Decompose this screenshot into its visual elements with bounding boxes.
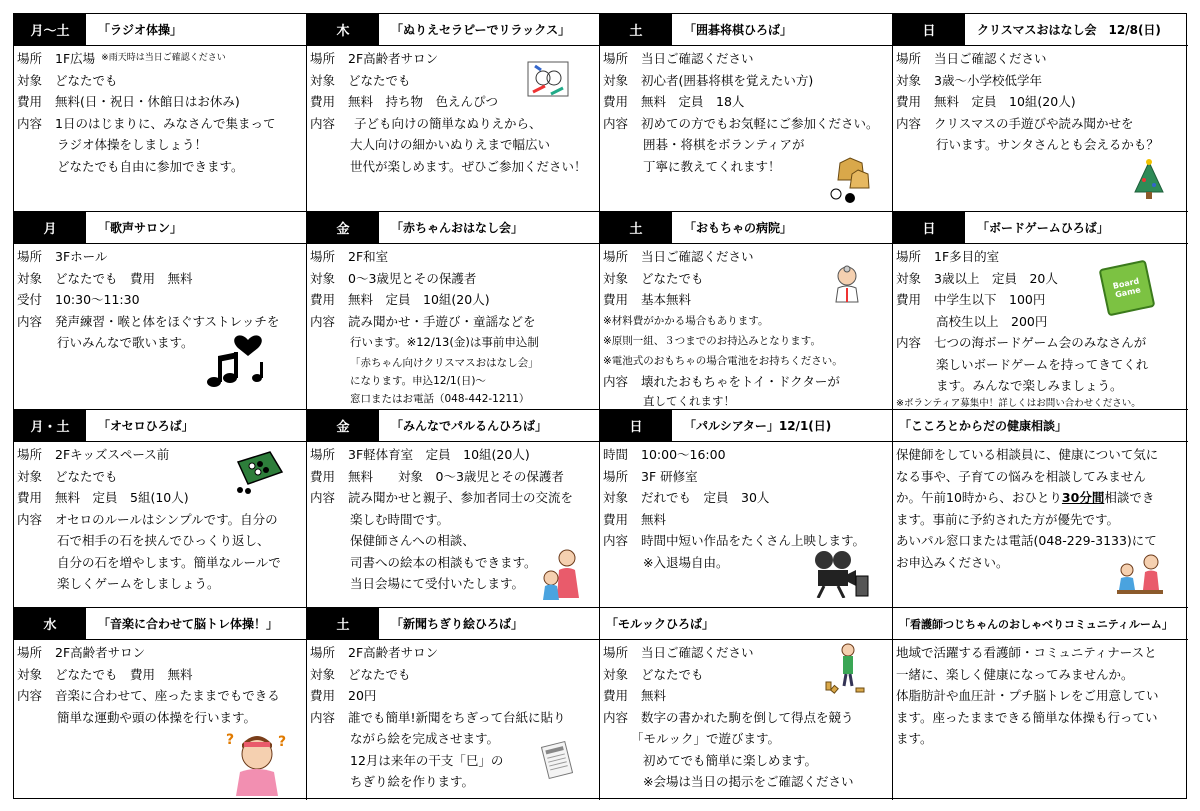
content-line: 楽しいボードゲームを持ってきてくれ: [936, 356, 1149, 372]
label-target: 対象: [17, 72, 43, 88]
content-line: ちぎり絵を作ります。: [350, 774, 475, 789]
coloring-book-icon: [525, 56, 571, 102]
day-badge: 日: [600, 410, 672, 441]
text-line: お申込みください。: [896, 554, 1009, 570]
event-header: [600, 608, 892, 640]
target-value: どなたでも: [641, 270, 704, 286]
event-title: 「看護師つじちゃんのおしゃべりコミュニティルーム」: [899, 617, 1173, 631]
fee-value: 無料 定員 5組(10人): [55, 490, 189, 505]
event-cell-toy-hospital: [600, 212, 893, 410]
fee-value-2: 高校生以上 200円: [936, 313, 1048, 329]
music-notes-icon: [204, 332, 274, 394]
label-content: 内容: [603, 533, 629, 548]
note-line: ※原則一組、３つまでのお持込みとなります。: [603, 334, 821, 347]
day-badge: 金: [307, 212, 379, 243]
text-line: 地域で活躍する看護師・コミュニティナースと: [896, 645, 1157, 660]
content-line: 1日のはじまりに、みなさんで集まって: [55, 115, 276, 131]
event-cell-go-shogi: [600, 14, 893, 212]
note-line: 窓口またはお電話（048-442-1211）: [350, 392, 530, 405]
christmas-tree-icon: [1131, 158, 1167, 202]
othello-board-icon: [230, 446, 286, 494]
event-grid: [13, 13, 1187, 799]
event-header: [14, 212, 306, 244]
reception-value: 10:30～11:30: [55, 292, 140, 307]
event-cell-christmas-story: [893, 14, 1188, 212]
label-fee: 費用: [603, 94, 629, 109]
time-value: 10:00～16:00: [641, 447, 726, 462]
event-cell-nurse-community: [893, 608, 1188, 800]
event-title: 「ぬりえセラピーでリラックス」: [391, 23, 571, 37]
content-line: ※会場は当日の掲示をご確認ください: [643, 774, 854, 789]
content-line: どなたでも自由に参加できます。: [57, 158, 244, 174]
event-title: 「オセロひろば」: [98, 419, 194, 433]
label-content: 内容: [896, 335, 922, 350]
event-header: [893, 212, 1188, 244]
label-place: 場所: [310, 51, 336, 66]
content-line: 簡単な運動や頭の体操を行います。: [57, 709, 257, 725]
place-value: 2F和室: [348, 249, 389, 264]
fee-value: 20円: [348, 688, 377, 703]
content-line: 初めての方でもお気軽にご参加ください。: [641, 115, 879, 131]
label-content: 内容: [310, 709, 336, 725]
event-cell-singing-salon: [14, 212, 307, 410]
doctor-icon: [832, 264, 862, 304]
label-target: 対象: [310, 666, 336, 682]
content-line: 直してくれます！: [643, 394, 735, 408]
content-line: 行います。サンタさんとも会えるかも？: [936, 137, 1159, 152]
place-value: 3F 研修室: [641, 468, 698, 484]
label-fee: 費用: [603, 511, 629, 527]
label-place: 場所: [310, 249, 336, 264]
label-target: 対象: [603, 72, 629, 88]
fee-value: 無料 対象 0～3歳児とその保護者: [348, 468, 564, 484]
fee-value: 中学生以下 100円: [934, 292, 1046, 307]
text-line: あいパル窓口または電話(048-229-3133)にて: [896, 533, 1157, 548]
day-badge: 月・土: [14, 410, 86, 441]
day-badge: 金: [307, 410, 379, 441]
content-line: 子ども向けの簡単なぬりえから、: [354, 115, 542, 131]
content-line: 楽しくゲームをしましょう。: [57, 576, 220, 591]
event-cell-othello: [14, 410, 307, 608]
text-line: ます。座ったままできる簡単な体操も行ってい: [896, 709, 1158, 725]
event-header: [893, 14, 1188, 46]
content-line: ラジオ体操をしましょう！: [57, 137, 208, 152]
day-badge: 木: [307, 14, 379, 45]
event-header: [307, 410, 599, 442]
place-value: 1F多目的室: [934, 249, 1000, 264]
day-badge: 月: [14, 212, 86, 243]
label-target: 対象: [17, 468, 43, 484]
label-fee: 費用: [896, 292, 922, 307]
place-note: ※雨天時は当日ご確認ください: [101, 53, 226, 63]
event-header: [307, 212, 599, 244]
board-game-box-icon: Board Game: [1099, 260, 1156, 317]
label-fee: 費用: [603, 688, 629, 703]
event-title: 「おもちゃの病院」: [684, 221, 793, 235]
content-line: 数字の書かれた駒を倒して得点を競う: [641, 709, 854, 725]
text-line: 一緒に、楽しく健康になってみませんか。: [896, 666, 1134, 682]
content-line: 囲碁・将棋をボランティアが: [643, 137, 805, 152]
consultation-icon: [1115, 550, 1165, 598]
place-value: 当日ご確認ください: [641, 645, 754, 660]
place-value: 2F高齢者サロン: [348, 51, 439, 66]
place-value: 2Fキッズスペース前: [55, 447, 170, 462]
event-header: [600, 410, 892, 442]
fee-value: 無料: [641, 688, 667, 703]
target-value: 初心者(囲碁将棋を覚えたい方): [641, 72, 814, 88]
content-line: 世代が楽しめます。ぜひご参加ください！: [350, 158, 587, 174]
content-line: オセロのルールはシンプルです。自分の: [55, 511, 278, 527]
day-badge: 土: [600, 14, 672, 45]
label-place: 場所: [310, 645, 336, 660]
content-line: 12月は来年の干支「巳」の: [350, 752, 504, 768]
content-line: 当日会場にて受付いたします。: [350, 576, 525, 591]
label-content: 内容: [310, 490, 336, 505]
fee-value: 無料 定員 10組(20人): [934, 94, 1076, 109]
day-badge: 土: [600, 212, 672, 243]
label-content: 内容: [310, 313, 336, 329]
label-content: 内容: [17, 688, 43, 703]
place-value: 当日ご確認ください: [934, 51, 1047, 66]
text-line: ます。事前に予約された方が優先です。: [896, 511, 1120, 527]
label-place: 場所: [310, 447, 336, 462]
event-title: 「ラジオ体操」: [98, 23, 183, 37]
day-badge: 土: [307, 608, 379, 639]
event-header: [14, 14, 306, 46]
label-target: 対象: [603, 666, 629, 682]
label-place: 場所: [896, 249, 922, 264]
place-value: 2F高齢者サロン: [348, 645, 439, 660]
target-value: どなたでも: [348, 666, 411, 682]
content-line: ながら絵を完成させます。: [350, 731, 500, 746]
label-target: 対象: [310, 270, 336, 286]
fee-value: 無料 定員 18人: [641, 94, 745, 109]
fee-value: 無料(日・祝日・休館日はお休み): [55, 94, 240, 109]
event-title: 「パルシアター」12/1(日): [684, 419, 832, 433]
label-target: 対象: [603, 270, 629, 286]
target-value: どなたでも 費用 無料: [55, 666, 193, 682]
event-cell-radio-exercise: [14, 14, 307, 212]
label-place: 場所: [896, 51, 922, 66]
place-value: 2F高齢者サロン: [55, 645, 146, 660]
content-line: 「モルック」で遊びます。: [631, 731, 781, 746]
content-line: 七つの海ボードゲーム会のみなさんが: [934, 335, 1147, 350]
newspaper-icon: [541, 740, 573, 780]
content-line: 音楽に合わせて、座ったままでもできる: [55, 688, 280, 703]
label-place: 場所: [17, 51, 43, 66]
content-line: 壊れたおもちゃをトイ・ドクターが: [641, 373, 840, 389]
place-value: 当日ご確認ください: [641, 249, 754, 264]
target-value: どなたでも: [641, 666, 704, 682]
label-content: 内容: [310, 115, 336, 131]
event-title: 「みんなでパルるんひろば」: [391, 419, 548, 433]
event-title: 「ボードゲームひろば」: [977, 221, 1109, 235]
label-fee: 費用: [17, 94, 43, 109]
event-header: [307, 608, 599, 640]
text-line: 相談でき: [1104, 490, 1155, 505]
text-line: か。午前10時から、おひとり: [896, 490, 1062, 505]
event-title: 「こころとからだの健康相談」: [899, 419, 1068, 433]
place-value: 当日ご確認ください: [641, 51, 754, 66]
event-title: 「歌声サロン」: [98, 221, 183, 235]
target-value: どなたでも 費用 無料: [55, 270, 193, 286]
label-place: 場所: [603, 468, 629, 484]
label-content: 内容: [17, 115, 43, 131]
label-place: 場所: [603, 51, 629, 66]
note-line: ※電池式のおもちゃの場合電池をお持ちください。: [603, 354, 843, 367]
event-header: [600, 14, 892, 46]
target-value: 3歳～小学校低学年: [934, 72, 1042, 88]
duration-highlight: 30分間: [1061, 490, 1105, 505]
label-fee: 費用: [310, 292, 336, 307]
label-content: 内容: [603, 709, 629, 725]
content-line: 丁寧に教えてくれます！: [643, 158, 781, 174]
note-line: になります。申込12/1(日)～: [350, 374, 486, 387]
fee-value: 無料 定員 10組(20人): [348, 292, 490, 307]
fee-value: 無料 持ち物 色えんぴつ: [348, 94, 499, 109]
label-content: 内容: [603, 115, 629, 131]
thinking-person-icon: [224, 726, 290, 796]
label-place: 場所: [603, 249, 629, 264]
content-line: ます。みんなで楽しみましょう。: [936, 378, 1123, 393]
content-line: クリスマスの手遊びや読み聞かせを: [934, 115, 1134, 131]
label-time: 時間: [603, 447, 629, 462]
content-line: 大人向けの細かいぬりえまで幅広い: [350, 137, 551, 152]
event-header: [893, 410, 1188, 442]
content-line: 楽しむ時間です。: [350, 511, 450, 527]
note-line: 「赤ちゃん向けクリスマスおはなし会」: [350, 356, 539, 369]
event-title: 「囲碁将棋ひろば」: [684, 23, 793, 37]
label-target: 対象: [310, 72, 336, 88]
place-value: 1F広場: [55, 51, 96, 66]
event-title: 「音楽に合わせて脳トレ体操！」: [98, 617, 279, 631]
fee-value: 無料: [641, 511, 667, 527]
movie-camera-icon: [810, 548, 870, 598]
note-line: ※材料費がかかる場合もあります。: [603, 314, 769, 327]
day-badge: 水: [14, 608, 86, 639]
content-line: 読み聞かせ・手遊び・童謡などを: [348, 313, 536, 329]
event-title: クリスマスおはなし会 12/8(日): [977, 23, 1161, 37]
event-header: [14, 608, 306, 640]
place-value: 3F軽体育室 定員 10組(20人): [348, 447, 530, 462]
text-line: 体脂肪計や血圧計・プチ脳トレをご用意してい: [896, 688, 1159, 703]
event-header: [14, 410, 306, 442]
event-cell-parurun: [307, 410, 600, 608]
label-target: 対象: [603, 490, 629, 505]
label-fee: 費用: [17, 490, 43, 505]
day-badge: 日: [893, 14, 965, 45]
day-badge: 日: [893, 212, 965, 243]
event-cell-molkky: [600, 608, 893, 800]
fee-value: 基本無料: [641, 292, 692, 307]
content-line: 読み聞かせと親子、参加者同士の交流を: [348, 490, 574, 505]
text-line: ます。: [896, 731, 933, 746]
event-cell-health-consultation: [893, 410, 1188, 608]
svg-text:?: ?: [226, 732, 235, 748]
content-line: 発声練習・喉と体をほぐすストレッチを: [55, 313, 280, 329]
event-cell-coloring-therapy: [307, 14, 600, 212]
target-value: だれでも 定員 30人: [641, 490, 770, 505]
event-cell-baby-story: [307, 212, 600, 410]
content-line: 保健師さんへの相談、: [350, 533, 475, 548]
event-cell-newspaper-art: [307, 608, 600, 800]
event-title: 「赤ちゃんおはなし会」: [391, 221, 524, 235]
content-line: 石で相手の石を挟んでひっくり返し、: [57, 533, 270, 548]
event-header: [893, 608, 1188, 640]
label-target: 対象: [896, 72, 922, 88]
label-target: 対象: [17, 666, 43, 682]
content-line: 誰でも簡単!新聞をちぎって台紙に貼り: [348, 709, 566, 725]
event-title: 「新聞ちぎり絵ひろば」: [391, 617, 524, 631]
target-value: どなたでも: [55, 468, 118, 484]
content-line: 初めてでも簡単に楽しめます。: [643, 752, 818, 768]
label-fee: 費用: [310, 688, 336, 703]
label-fee: 費用: [603, 292, 629, 307]
target-value: どなたでも: [348, 72, 411, 88]
label-place: 場所: [17, 249, 43, 264]
event-cell-board-game: [893, 212, 1188, 410]
event-header: [307, 14, 599, 46]
event-title: 「モルックひろば」: [606, 617, 715, 631]
target-value: 0～3歳児とその保護者: [348, 270, 477, 286]
label-target: 対象: [17, 270, 43, 286]
label-content: 内容: [896, 115, 922, 131]
label-content: 内容: [603, 373, 629, 389]
volunteer-note: ※ボランティア募集中！詳しくはお問い合わせください。: [896, 397, 1141, 409]
place-value: 3Fホール: [55, 249, 108, 264]
svg-text:?: ?: [278, 734, 287, 750]
content-line: 司書への絵本の相談もできます。: [350, 554, 537, 570]
go-shogi-pieces-icon: [828, 154, 872, 204]
event-cell-brain-training: [14, 608, 307, 800]
label-fee: 費用: [896, 94, 922, 109]
event-cell-theater: [600, 410, 893, 608]
target-value: どなたでも: [55, 72, 118, 88]
label-place: 場所: [603, 645, 629, 660]
label-content: 内容: [17, 313, 43, 329]
label-place: 場所: [17, 447, 43, 462]
content-line: 行いみんなで歌います。: [57, 335, 194, 350]
label-fee: 費用: [310, 94, 336, 109]
content-line: 自分の石を増やします。簡単なルールで: [57, 554, 281, 570]
content-line: 行います。※12/13(金)は事前申込制: [350, 335, 539, 349]
target-value: 3歳以上 定員 20人: [934, 270, 1058, 286]
event-header: [600, 212, 892, 244]
label-content: 内容: [17, 511, 43, 527]
label-fee: 費用: [310, 468, 336, 484]
label-reception: 受付: [17, 292, 43, 307]
day-badge: 月～土: [14, 14, 86, 45]
molkky-player-icon: [822, 642, 866, 694]
label-place: 場所: [17, 645, 43, 660]
text-line: 保健師をしている相談員に、健康について気に: [896, 447, 1159, 462]
mother-child-icon: [539, 546, 583, 600]
content-line: 時間中短い作品をたくさん上映します。: [641, 533, 866, 548]
label-target: 対象: [896, 270, 922, 286]
content-line: ※入退場自由。: [643, 554, 729, 570]
text-line: なる事や、子育ての悩みを相談してみません: [896, 468, 1146, 484]
